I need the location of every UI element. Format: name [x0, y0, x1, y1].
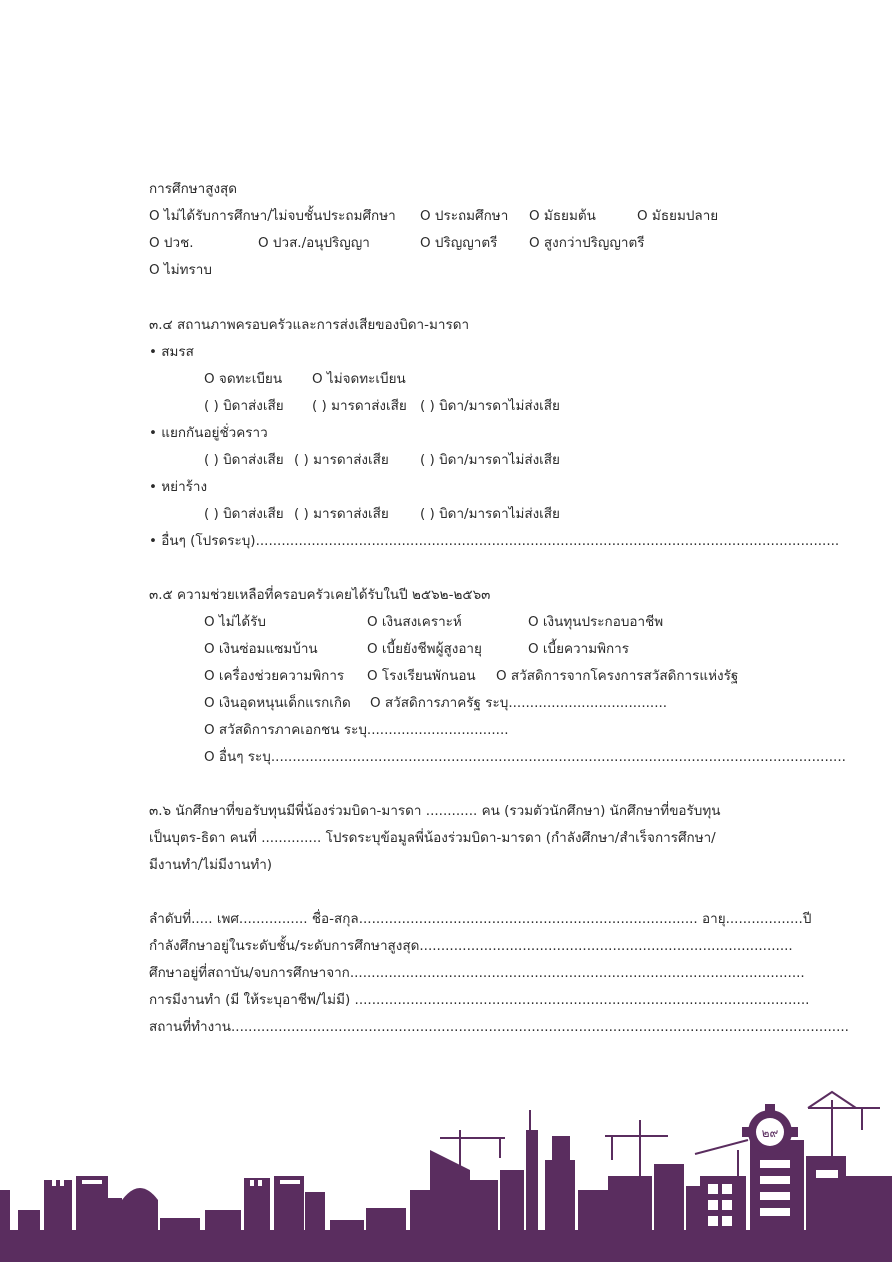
- option-above-bachelor[interactable]: O สูงกว่าปริญญาตรี: [529, 235, 645, 251]
- option-disability-equipment[interactable]: O เครื่องช่วยความพิการ: [204, 668, 345, 684]
- option-neither-supports[interactable]: ( ) บิดา/มารดาไม่ส่งเสีย: [420, 398, 560, 414]
- option-government-welfare-field[interactable]: O สวัสดิการภาครัฐ ระบุ.....................................: [370, 695, 668, 711]
- education-row-2: [149, 234, 749, 252]
- option-welfare-grant[interactable]: O เงินสงเคราะห์: [367, 614, 462, 630]
- option-father-supports[interactable]: ( ) บิดาส่งเสีย: [204, 506, 284, 522]
- city-skyline-footer: [0, 1080, 892, 1262]
- sibling-basic-info-field[interactable]: ลำดับที่..... เพศ................ ชื่อ-สกุล............................................................................... อายุ..................ปี: [149, 911, 812, 927]
- section-3-5-title: ๓.๕ ความช่วยเหลือที่ครอบครัวเคยได้รับในปี ๒๕๖๒-๒๕๖๓: [149, 587, 491, 603]
- sibling-institution-field[interactable]: ศึกษาอยู่ที่สถาบัน/จบการศึกษาจาก..........................................................................................................: [149, 965, 805, 981]
- option-other-assistance-field[interactable]: O อื่นๆ ระบุ......................................................................................................................................: [204, 749, 846, 765]
- section-3-6-line-1: ๓.๖ นักศึกษาที่ขอรับทุนมีพี่น้องร่วมบิดา-มารดา ............ คน (รวมตัวนักศึกษา) นักศึกษาที่ขอรับทุน: [149, 803, 721, 819]
- option-unknown[interactable]: O ไม่ทราบ: [149, 262, 212, 278]
- status-separated: • แยกกันอยู่ชั่วคราว: [149, 425, 268, 441]
- education-title: การศึกษาสูงสุด: [149, 181, 238, 197]
- option-registered[interactable]: O จดทะเบียน: [204, 371, 283, 387]
- option-upper-secondary[interactable]: O มัธยมปลาย: [637, 208, 719, 224]
- option-mother-supports[interactable]: ( ) มารดาส่งเสีย: [312, 398, 407, 414]
- married-registration-row: [204, 370, 604, 388]
- assistance-row-4: [204, 694, 744, 712]
- page-number: ๒๙: [761, 1126, 779, 1140]
- option-elderly-allowance[interactable]: O เบี้ยยังชีพผู้สูงอายุ: [367, 641, 482, 657]
- option-primary[interactable]: O ประถมศึกษา: [420, 208, 509, 224]
- option-bachelor[interactable]: O ปริญญาตรี: [420, 235, 498, 251]
- option-vocational-cert[interactable]: O ปวช.: [149, 235, 194, 251]
- assistance-row-3: [204, 667, 744, 685]
- separated-support-row: [204, 451, 604, 469]
- option-newborn-subsidy[interactable]: O เงินอุดหนุนเด็กแรกเกิด: [204, 695, 351, 711]
- section-3-4-title: ๓.๔ สถานภาพครอบครัวและการส่งเสียของบิดา-มารดา: [149, 317, 470, 333]
- divorced-support-row: [204, 505, 604, 523]
- option-state-welfare-card[interactable]: O สวัสดิการจากโครงการสวัสดิการแห่งรัฐ: [496, 668, 739, 684]
- assistance-row-2: [204, 640, 744, 658]
- education-row-1: [149, 207, 749, 225]
- section-3-6-line-2: เป็นบุตร-ธิดา คนที่ .............. โปรดระบุข้อมูลพี่น้องร่วมบิดา-มารดา (กำลังศึกษา/สำเร็จการศึกษา/: [149, 830, 716, 846]
- option-mother-supports[interactable]: ( ) มารดาส่งเสีย: [294, 452, 389, 468]
- option-private-welfare-field[interactable]: O สวัสดิการภาคเอกชน ระบุ.................................: [204, 722, 509, 738]
- option-father-supports[interactable]: ( ) บิดาส่งเสีย: [204, 398, 284, 414]
- option-mother-supports[interactable]: ( ) มารดาส่งเสีย: [294, 506, 389, 522]
- option-lower-secondary[interactable]: O มัธยมต้น: [529, 208, 596, 224]
- sibling-education-level-field[interactable]: กำลังศึกษาอยู่ในระดับชั้น/ระดับการศึกษาสูงสุด.......................................................................................: [149, 938, 793, 954]
- option-none-received[interactable]: O ไม่ได้รับ: [204, 614, 266, 630]
- sibling-workplace-field[interactable]: สถานที่ทำงาน................................................................................................................................................: [149, 1019, 849, 1035]
- option-neither-supports[interactable]: ( ) บิดา/มารดาไม่ส่งเสีย: [420, 506, 560, 522]
- assistance-row-1: [204, 613, 744, 631]
- married-support-row: [204, 397, 604, 415]
- option-father-supports[interactable]: ( ) บิดาส่งเสีย: [204, 452, 284, 468]
- option-neither-supports[interactable]: ( ) บิดา/มารดาไม่ส่งเสีย: [420, 452, 560, 468]
- option-diploma[interactable]: O ปวส./อนุปริญญา: [258, 235, 370, 251]
- option-no-education[interactable]: O ไม่ได้รับการศึกษา/ไม่จบชั้นประถมศึกษา: [149, 208, 396, 224]
- sibling-employment-field[interactable]: การมีงานทำ (มี ให้ระบุอาชีพ/ไม่มี) ..........................................................................................................: [149, 992, 810, 1008]
- status-other-field[interactable]: • อื่นๆ (โปรดระบุ)........................................................................................................................................: [149, 533, 840, 549]
- option-boarding-school[interactable]: O โรงเรียนพักนอน: [367, 668, 476, 684]
- option-disability-allowance[interactable]: O เบี้ยความพิการ: [528, 641, 630, 657]
- status-married: • สมรส: [149, 344, 194, 360]
- option-home-repair[interactable]: O เงินซ่อมแซมบ้าน: [204, 641, 318, 657]
- option-not-registered[interactable]: O ไม่จดทะเบียน: [312, 371, 406, 387]
- status-divorced: • หย่าร้าง: [149, 479, 208, 495]
- option-occupation-fund[interactable]: O เงินทุนประกอบอาชีพ: [528, 614, 664, 630]
- section-3-6-line-3: มีงานทำ/ไม่มีงานทำ): [149, 857, 273, 873]
